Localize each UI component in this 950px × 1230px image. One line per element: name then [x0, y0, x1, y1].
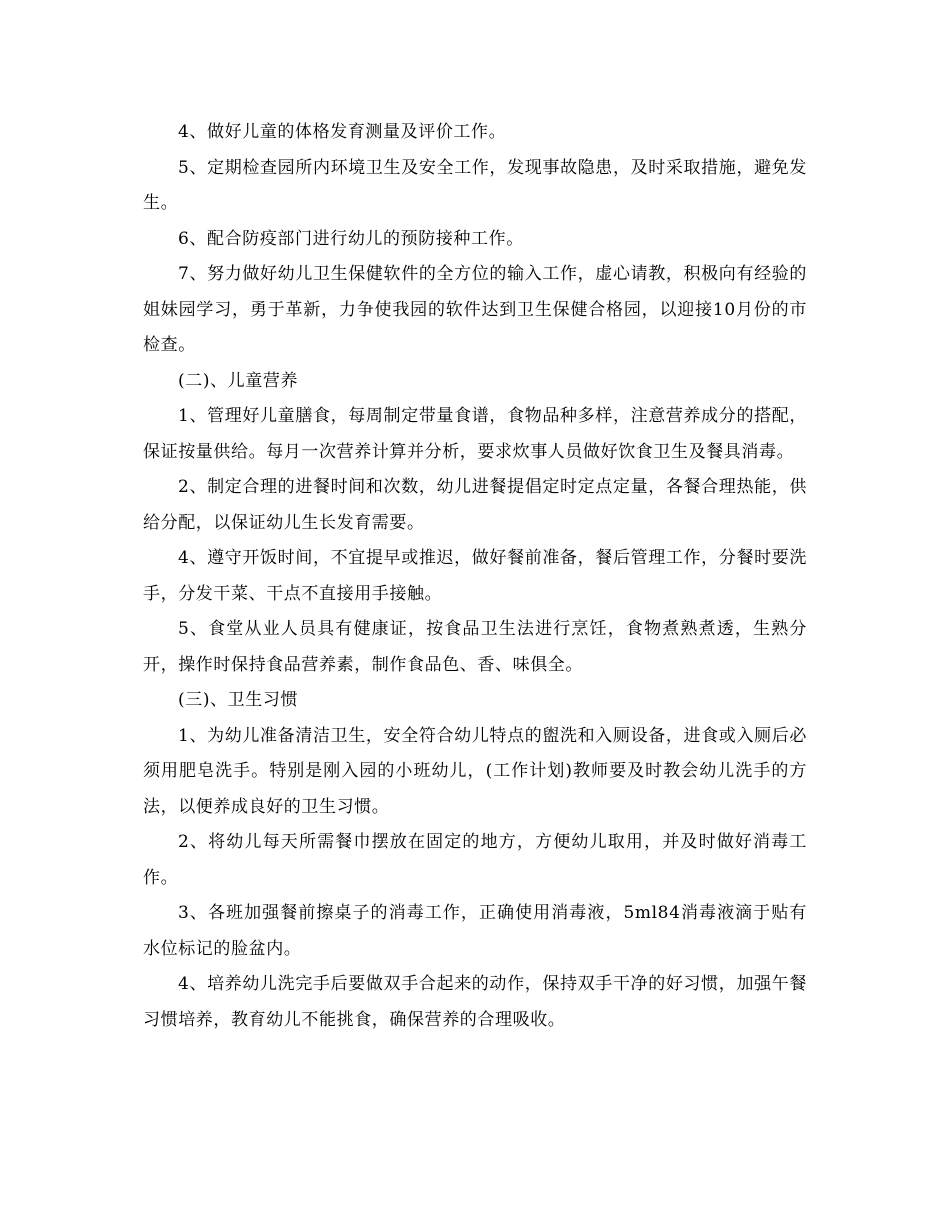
hygiene-item-3: 3、各班加强餐前擦桌子的消毒工作，正确使用消毒液，5ml84消毒液滴于贴有水位标记的脸盆内。 [143, 903, 807, 959]
section-heading-nutrition: (二)、儿童营养 [178, 370, 299, 391]
hygiene-item-2: 2、将幼儿每天所需餐巾摆放在固定的地方，方便幼儿取用，并及时做好消毒工作。 [143, 832, 807, 888]
nutrition-item-2: 2、制定合理的进餐时间和次数，幼儿进餐提倡定时定点定量，各餐合理热能，供给分配，以保证幼儿生长发育需要。 [143, 477, 807, 533]
health-item-4: 4、做好儿童的体格发育测量及评价工作。 [178, 122, 507, 142]
section-heading-hygiene: (三)、卫生习惯 [178, 690, 299, 710]
hygiene-item-4: 4、培养幼儿洗完手后要做双手合起来的动作，保持双手干净的好习惯，加强午餐习惯培养，教育幼儿不能挑食，确保营养的合理吸收。 [143, 974, 807, 1030]
health-item-6: 6、配合防疫部门进行幼儿的预防接种工作。 [178, 228, 524, 249]
health-item-7: 7、努力做好幼儿卫生保健软件的全方位的输入工作，虚心请教，积极向有经验的姐妹园学习，勇于革新，力争使我园的软件达到卫生保健合格园，以迎接10月份的市检查。 [143, 264, 807, 355]
document-page [143, 115, 807, 1038]
nutrition-item-4: 4、遵守开饭时间，不宜提早或推迟，做好餐前准备，餐后管理工作，分餐时要洗手，分发干菜、干点不直接用手接触。 [143, 548, 807, 604]
nutrition-item-5: 5、食堂从业人员具有健康证，按食品卫生法进行烹饪，食物煮熟煮透，生熟分开，操作时保持食品营养素，制作食品色、香、味俱全。 [143, 619, 807, 675]
hygiene-item-1: 1、为幼儿准备清洁卫生，安全符合幼儿特点的盥洗和入厕设备，进食或入厕后必须用肥皂洗手。特别是刚入园的小班幼儿，(工作计划)教师要及时教会幼儿洗手的方法，以便养成良好的卫生习惯。 [143, 725, 807, 817]
health-item-5: 5、定期检查园所内环境卫生及安全工作，发现事故隐患，及时采取措施，避免发生。 [143, 157, 807, 213]
nutrition-item-1: 1、管理好儿童膳食，每周制定带量食谱，食物品种多样，注意营养成分的搭配，保证按量供给。每月一次营养计算并分析，要求炊事人员做好饮食卫生及餐具消毒。 [143, 406, 807, 462]
